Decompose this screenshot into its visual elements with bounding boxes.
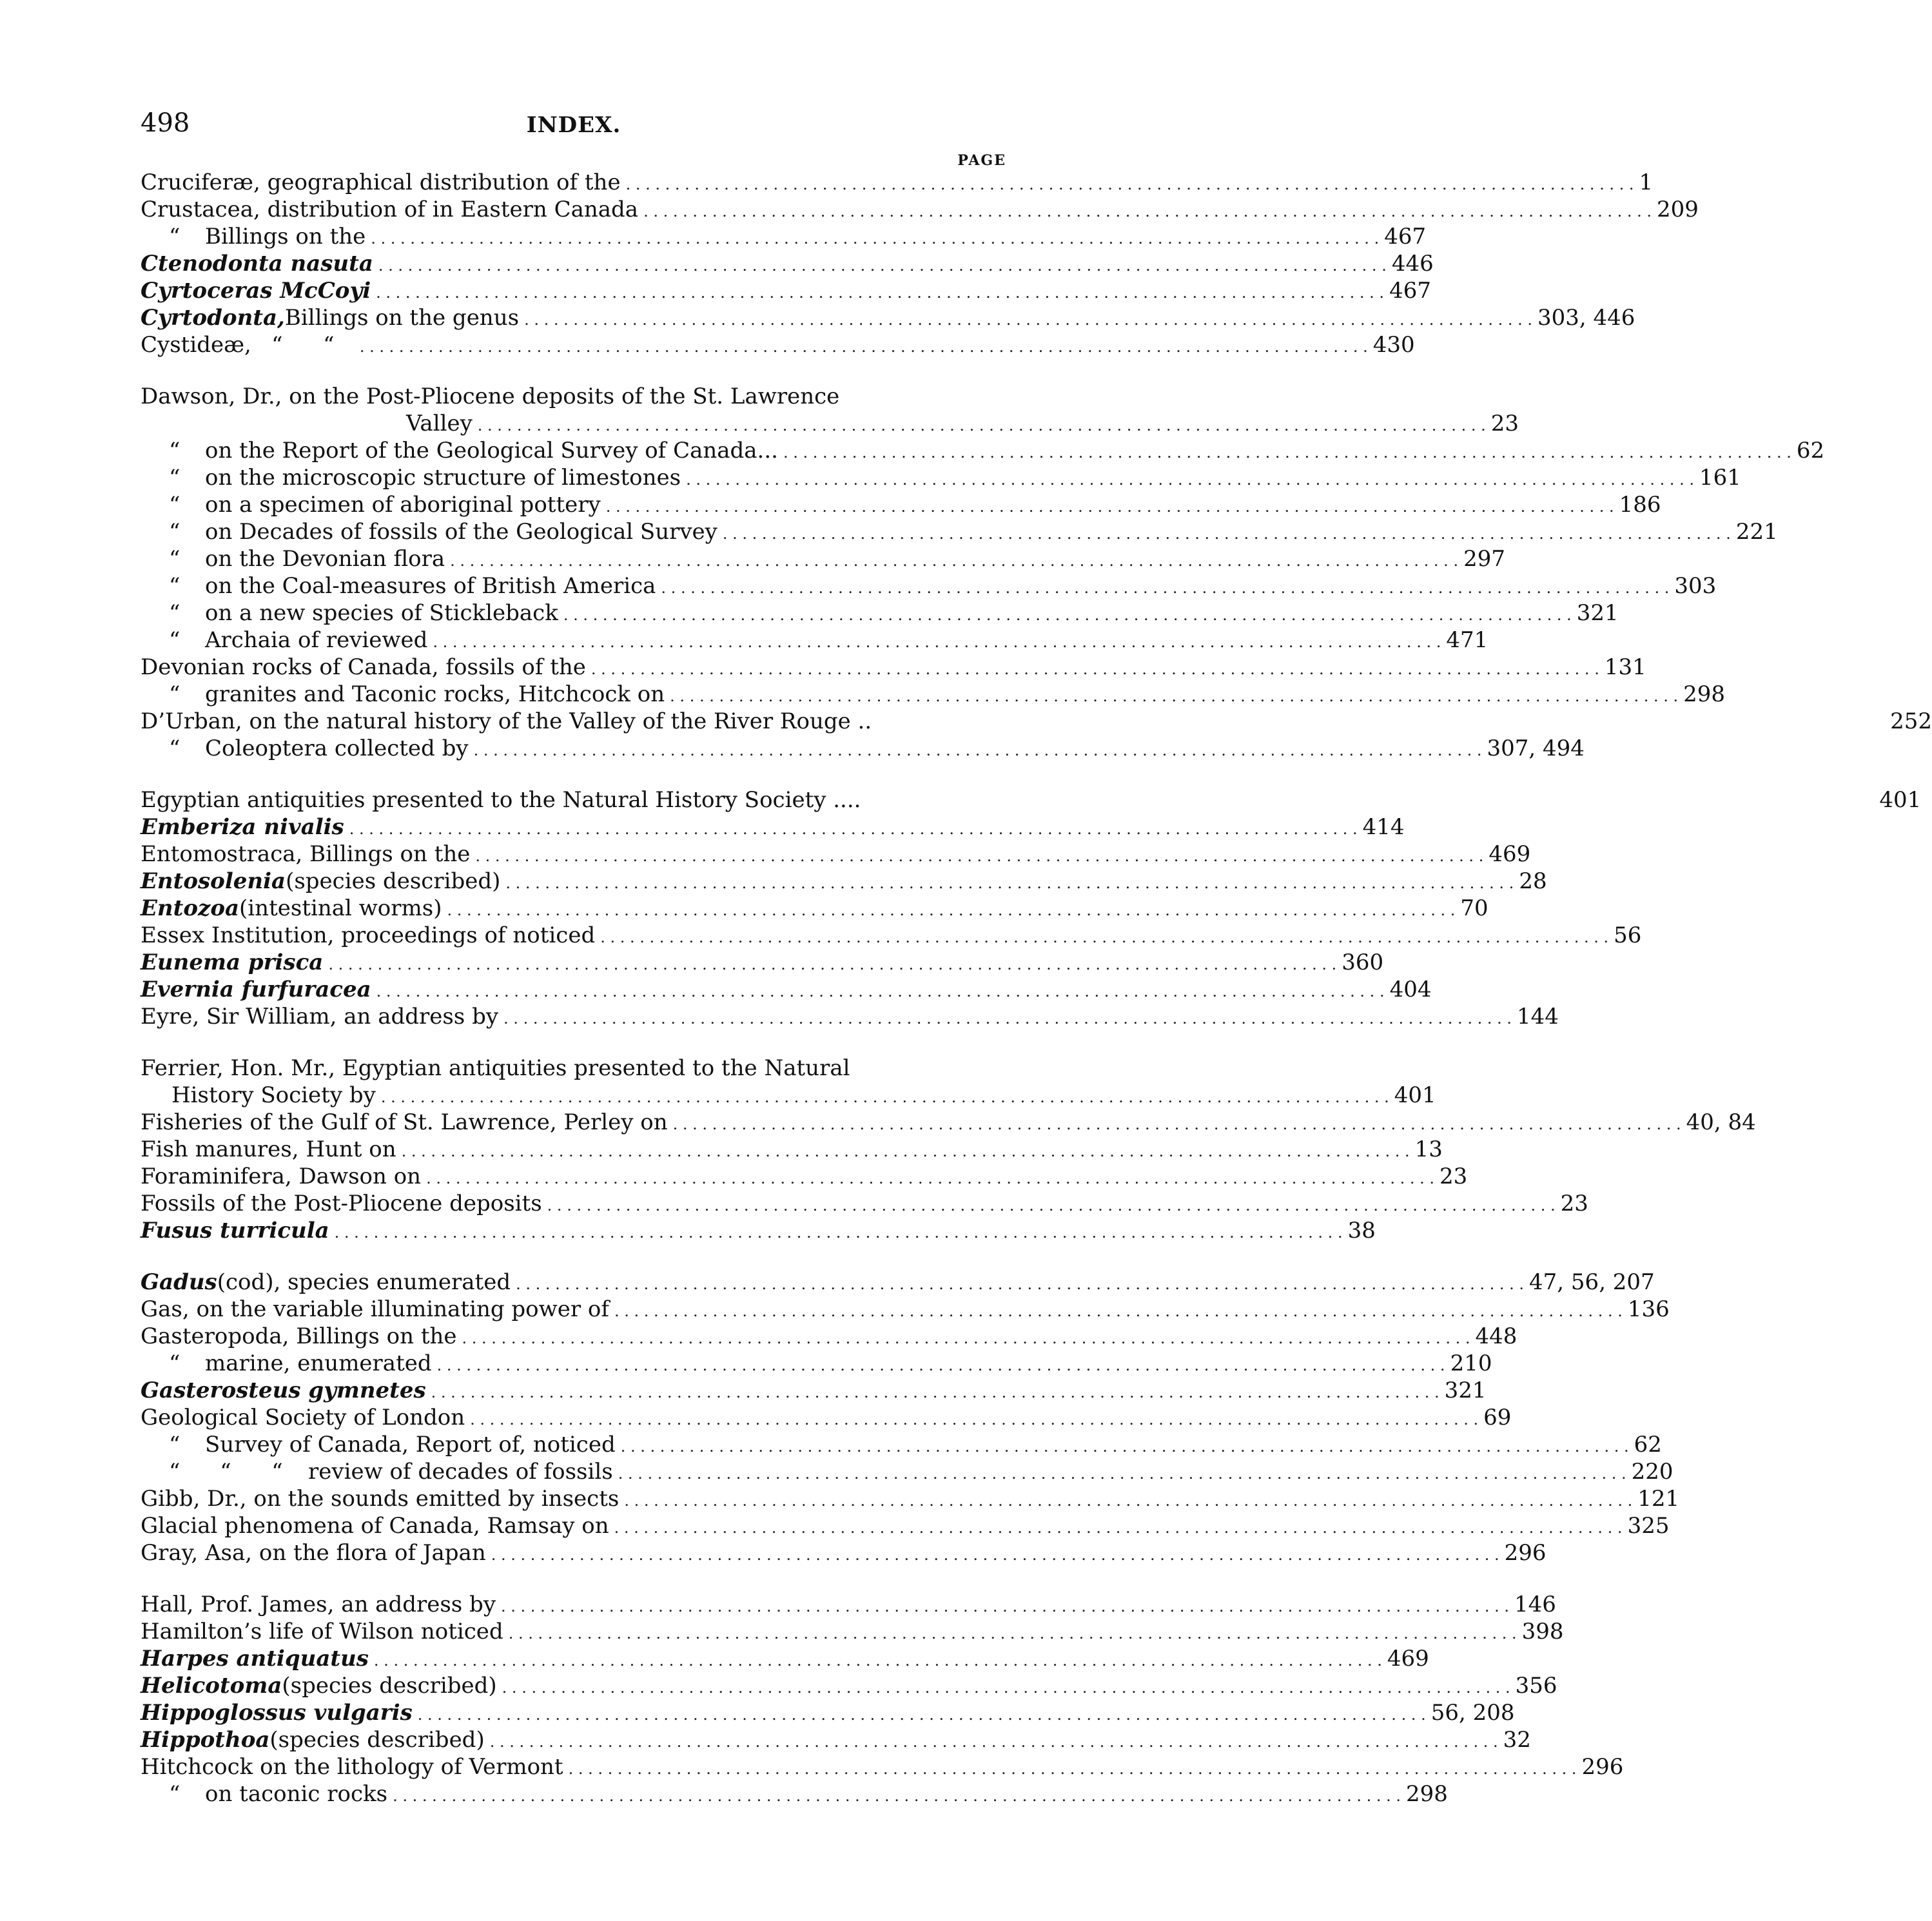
leader-dots bbox=[511, 1271, 1529, 1298]
page-reference: 136 bbox=[1627, 1296, 1670, 1322]
entry-text: Cruciferæ, geographical distribution of the bbox=[141, 170, 621, 195]
index-entry bbox=[141, 277, 1431, 304]
index-entry bbox=[141, 600, 1619, 627]
index-entry bbox=[141, 1699, 1515, 1726]
index-entry bbox=[141, 976, 1432, 1003]
index-entry bbox=[141, 735, 1585, 762]
running-title: INDEX. bbox=[526, 112, 621, 138]
page-reference: 307, 494 bbox=[1487, 736, 1585, 761]
entry-text: Crustacea, distribution of in Eastern Canada bbox=[141, 197, 639, 222]
leader-dots bbox=[457, 1325, 1476, 1352]
index-entry bbox=[141, 1458, 1673, 1485]
page-reference: 69 bbox=[1483, 1405, 1512, 1430]
page-reference: 298 bbox=[1683, 681, 1726, 707]
index-entry bbox=[141, 1431, 1662, 1458]
page-reference: 401 bbox=[1394, 1082, 1436, 1108]
index-entry bbox=[141, 383, 1007, 410]
index-group bbox=[141, 169, 1699, 358]
leader-dots bbox=[681, 466, 1699, 493]
index-entry bbox=[141, 250, 1434, 277]
leader-dots bbox=[344, 815, 1363, 843]
entry-text: Archaia of reviewed bbox=[205, 627, 428, 653]
index-entry bbox=[141, 1404, 1512, 1431]
index-entry bbox=[141, 331, 1415, 358]
entry-term-italic: Entosolenia bbox=[141, 868, 286, 894]
leader-dots bbox=[638, 198, 1657, 225]
leader-dots bbox=[387, 1782, 1406, 1809]
index-entry bbox=[141, 922, 1642, 949]
page-reference: 303, 446 bbox=[1537, 305, 1635, 331]
entry-text: (species described) bbox=[286, 868, 501, 894]
leader-dots bbox=[498, 1005, 1517, 1032]
index-entry bbox=[141, 1726, 1531, 1753]
entry-text: Hall, Prof. James, an address by bbox=[141, 1592, 496, 1617]
ditto-mark: “ bbox=[271, 1459, 283, 1485]
page-reference: 469 bbox=[1488, 841, 1531, 867]
index-entry bbox=[141, 1163, 1468, 1190]
index-group bbox=[141, 1055, 1756, 1244]
entry-text: review of decades of fossils bbox=[308, 1459, 613, 1485]
entry-text: D’Urban, on the natural history of the Valley of the River Rouge .. bbox=[141, 708, 872, 734]
entry-term-italic: Hippothoa bbox=[141, 1727, 270, 1753]
page-reference: 38 bbox=[1347, 1218, 1376, 1243]
index-entry bbox=[141, 437, 1825, 464]
leader-dots bbox=[376, 1084, 1394, 1111]
entry-term-italic: Ctenodonta nasuta bbox=[141, 251, 373, 277]
leader-dots bbox=[371, 279, 1389, 306]
entry-text: on the microscopic structure of limestones bbox=[205, 465, 681, 491]
ditto-mark: “ bbox=[169, 600, 181, 626]
leader-dots bbox=[609, 1514, 1628, 1541]
page-reference: 32 bbox=[1503, 1727, 1531, 1753]
ditto-mark: “ bbox=[169, 224, 181, 249]
page-number: 498 bbox=[141, 108, 190, 138]
leader-dots bbox=[396, 1138, 1415, 1165]
page-reference: 321 bbox=[1576, 600, 1619, 626]
entry-term-italic: Fusus turricula bbox=[141, 1218, 329, 1243]
leader-dots bbox=[442, 897, 1460, 924]
entry-text: Glacial phenomena of Canada, Ramsay on bbox=[141, 1513, 609, 1539]
leader-dots bbox=[563, 1755, 1582, 1782]
leader-dots bbox=[609, 1298, 1628, 1325]
page-reference: 321 bbox=[1444, 1378, 1487, 1403]
index-entry bbox=[141, 1269, 1655, 1296]
leader-dots bbox=[369, 1647, 1387, 1674]
index-entry bbox=[141, 1190, 1588, 1217]
entry-text: on the Coal-measures of British America bbox=[205, 573, 656, 599]
index-group bbox=[141, 1269, 1680, 1566]
index-entry bbox=[141, 654, 1646, 681]
entry-text: Survey of Canada, Report of, noticed bbox=[205, 1432, 616, 1458]
index-entry bbox=[141, 786, 1922, 814]
page-reference: 146 bbox=[1514, 1592, 1556, 1617]
page-reference: 469 bbox=[1387, 1646, 1429, 1672]
leader-dots bbox=[656, 574, 1674, 601]
leader-dots bbox=[329, 1219, 1348, 1246]
index-entry bbox=[141, 1539, 1547, 1566]
index-entry bbox=[141, 1780, 1448, 1808]
leader-dots bbox=[668, 1111, 1686, 1138]
index-entry bbox=[141, 1377, 1487, 1404]
ditto-mark: “ bbox=[169, 438, 181, 463]
entry-text: on the Devonian flora bbox=[205, 546, 445, 572]
leader-dots bbox=[558, 601, 1577, 629]
page-reference: 28 bbox=[1519, 868, 1547, 894]
index-entry bbox=[141, 491, 1661, 518]
index-entry bbox=[141, 1618, 1564, 1645]
entry-text: Valley bbox=[406, 411, 473, 436]
leader-dots bbox=[427, 629, 1446, 656]
index-entry bbox=[141, 518, 1778, 545]
entry-text: Foraminifera, Dawson on bbox=[141, 1164, 422, 1189]
entry-text: Devonian rocks of Canada, fossils of the bbox=[141, 654, 586, 680]
leader-dots bbox=[470, 843, 1488, 870]
leader-dots bbox=[542, 1192, 1561, 1219]
entry-text: marine, enumerated bbox=[205, 1351, 432, 1376]
page-reference: 446 bbox=[1391, 251, 1434, 277]
page-reference: 297 bbox=[1463, 546, 1505, 572]
ditto-mark: “ bbox=[169, 1432, 181, 1458]
leader-dots bbox=[601, 493, 1619, 520]
page-reference: 23 bbox=[1439, 1164, 1468, 1189]
page-reference: 23 bbox=[1560, 1191, 1588, 1216]
page-reference: 56, 208 bbox=[1430, 1700, 1515, 1726]
entry-text: (intestinal worms) bbox=[239, 895, 442, 921]
leader-dots bbox=[371, 978, 1390, 1005]
leader-dots bbox=[426, 1379, 1445, 1406]
page-reference: 467 bbox=[1384, 224, 1427, 249]
index-entry bbox=[141, 223, 1427, 250]
entry-text: on taconic rocks bbox=[205, 1781, 388, 1807]
index-group bbox=[141, 383, 1932, 762]
leader-dots bbox=[496, 1593, 1514, 1620]
index-group bbox=[141, 786, 1922, 1030]
index-entry bbox=[141, 1350, 1492, 1377]
page-reference: 62 bbox=[1634, 1432, 1662, 1458]
entry-text: (species described) bbox=[282, 1673, 497, 1699]
index-entry bbox=[141, 814, 1405, 841]
ditto-mark: “ bbox=[220, 1459, 231, 1485]
leader-dots bbox=[323, 951, 1342, 978]
entry-text: on a new species of Stickleback bbox=[205, 600, 558, 626]
entry-text: Egyptian antiquities presented to the Natural History Society .... bbox=[141, 787, 861, 813]
leader-dots bbox=[717, 520, 1736, 547]
index-entry bbox=[141, 1296, 1670, 1323]
ditto-mark: “ bbox=[169, 465, 181, 491]
entry-term-italic: Hippoglossus vulgaris bbox=[141, 1700, 413, 1726]
index-entry bbox=[141, 196, 1699, 223]
entry-text: Gibb, Dr., on the sounds emitted by insects bbox=[141, 1486, 620, 1512]
leader-dots bbox=[432, 1352, 1450, 1379]
index-entry bbox=[141, 1136, 1443, 1163]
page-reference: 298 bbox=[1406, 1781, 1448, 1807]
entry-text: Gasteropoda, Billings on the bbox=[141, 1323, 457, 1349]
leader-dots bbox=[586, 656, 1605, 683]
entry-text: granites and Taconic rocks, Hitchcock on bbox=[205, 681, 665, 707]
ditto-mark: “ bbox=[169, 546, 181, 572]
entry-text: Hitchcock on the lithology of Vermont bbox=[141, 1754, 563, 1780]
page-reference: 471 bbox=[1446, 627, 1488, 653]
index-entry bbox=[141, 545, 1505, 572]
index-entry bbox=[141, 464, 1741, 491]
page-reference: 210 bbox=[1450, 1351, 1492, 1376]
index-entry bbox=[141, 304, 1635, 331]
page-reference: 360 bbox=[1342, 950, 1384, 975]
page-reference: 144 bbox=[1516, 1004, 1559, 1029]
index-entry bbox=[141, 1323, 1517, 1350]
leader-dots bbox=[595, 924, 1614, 951]
ditto-mark: “ bbox=[271, 332, 283, 358]
entry-term-italic: Harpes antiquatus bbox=[141, 1646, 369, 1672]
page-reference: 414 bbox=[1362, 814, 1405, 840]
index-entry bbox=[141, 1645, 1429, 1672]
index-entry bbox=[141, 1217, 1376, 1244]
entry-term-italic: Eunema prisca bbox=[141, 950, 324, 975]
index-entry bbox=[141, 895, 1488, 922]
entry-text: on Decades of fossils of the Geological Survey bbox=[205, 519, 717, 545]
ditto-mark: “ bbox=[169, 1781, 181, 1807]
entry-term-italic: Gadus bbox=[141, 1269, 217, 1295]
page-reference: 131 bbox=[1604, 654, 1646, 680]
index-entries bbox=[141, 169, 1932, 1832]
entry-text: History Society by bbox=[171, 1082, 376, 1108]
ditto-mark: “ bbox=[169, 519, 181, 545]
leader-dots bbox=[613, 1460, 1632, 1487]
ditto-mark: “ bbox=[169, 573, 181, 599]
leader-dots bbox=[373, 252, 1392, 279]
index-entry bbox=[141, 1109, 1756, 1136]
entry-text: Gas, on the variable illuminating power of bbox=[141, 1296, 609, 1322]
index-entry bbox=[141, 627, 1488, 654]
index-entry bbox=[141, 949, 1384, 976]
page-column-label: PAGE bbox=[957, 152, 1006, 169]
entry-text: Geological Society of London bbox=[141, 1405, 465, 1430]
ditto-mark: “ bbox=[169, 1351, 181, 1376]
entry-text: Billings on the genus bbox=[284, 305, 520, 331]
entry-text: Entomostraca, Billings on the bbox=[141, 841, 471, 867]
leader-dots bbox=[497, 1674, 1516, 1701]
entry-text: Coleoptera collected by bbox=[205, 736, 469, 761]
page-reference: 13 bbox=[1414, 1136, 1443, 1162]
entry-text: Hamilton’s life of Wilson noticed bbox=[141, 1619, 503, 1644]
page-reference: 209 bbox=[1657, 197, 1699, 222]
page-reference: 401 bbox=[1879, 787, 1922, 813]
index-entry bbox=[141, 169, 1654, 196]
entry-text: on a specimen of aboriginal pottery bbox=[205, 492, 601, 518]
ditto-mark: “ bbox=[323, 332, 335, 358]
page-reference: 430 bbox=[1372, 332, 1415, 358]
index-entry bbox=[141, 1485, 1680, 1512]
ditto-mark: “ bbox=[169, 681, 181, 707]
leader-dots bbox=[465, 1406, 1483, 1433]
entry-text: Essex Institution, proceedings of noticed bbox=[141, 922, 596, 948]
leader-dots bbox=[503, 1620, 1522, 1647]
index-entry bbox=[141, 1082, 1436, 1109]
page-reference: 356 bbox=[1515, 1673, 1557, 1699]
entry-term-italic: Emberiza nivalis bbox=[141, 814, 344, 840]
entry-text: Fish manures, Hunt on bbox=[141, 1136, 396, 1162]
page-reference: 23 bbox=[1490, 411, 1519, 436]
page-header bbox=[141, 108, 1007, 147]
entry-term-italic: Cyrtoceras McCoyi bbox=[141, 278, 371, 304]
ditto-mark: “ bbox=[169, 627, 181, 653]
leader-dots bbox=[665, 683, 1683, 710]
page-reference: 296 bbox=[1504, 1540, 1547, 1566]
entry-text: Dawson, Dr., on the Post-Pliocene deposits of the St. Lawrence bbox=[141, 384, 840, 409]
index-group bbox=[141, 1591, 1624, 1808]
index-entry bbox=[141, 708, 1932, 735]
entry-text: (cod), species enumerated bbox=[217, 1269, 511, 1295]
page-reference: 303 bbox=[1674, 573, 1717, 599]
leader-dots bbox=[366, 225, 1384, 252]
ditto-mark: “ bbox=[169, 492, 181, 518]
entry-text: Gray, Asa, on the flora of Japan bbox=[141, 1540, 486, 1566]
page-reference: 47, 56, 207 bbox=[1529, 1269, 1655, 1295]
leader-dots bbox=[616, 1433, 1634, 1460]
page-reference: 40, 84 bbox=[1686, 1109, 1756, 1135]
ditto-mark: “ bbox=[169, 1459, 181, 1485]
index-entry bbox=[141, 1591, 1556, 1618]
leader-dots bbox=[486, 1541, 1505, 1568]
page-reference: 404 bbox=[1389, 977, 1432, 1002]
entry-text: Billings on the bbox=[205, 224, 366, 249]
index-entry bbox=[141, 1055, 1007, 1082]
entry-term-italic: Cyrtodonta, bbox=[141, 305, 285, 331]
page-reference: 70 bbox=[1460, 895, 1488, 921]
page-reference: 296 bbox=[1581, 1754, 1624, 1780]
entry-term-italic: Helicotoma bbox=[141, 1673, 282, 1699]
page-reference: 161 bbox=[1699, 465, 1741, 491]
page-reference: 325 bbox=[1627, 1513, 1670, 1539]
page-reference: 121 bbox=[1637, 1486, 1680, 1512]
index-entry bbox=[141, 1512, 1670, 1539]
index-entry bbox=[141, 572, 1717, 600]
leader-dots bbox=[619, 1487, 1637, 1514]
page-reference: 448 bbox=[1475, 1323, 1517, 1349]
leader-dots bbox=[413, 1701, 1431, 1728]
page-reference: 186 bbox=[1619, 492, 1661, 518]
leader-dots bbox=[355, 333, 1373, 360]
entry-term-italic: Evernia furfuracea bbox=[141, 977, 371, 1002]
page-reference: 56 bbox=[1614, 922, 1642, 948]
ditto-mark: “ bbox=[169, 736, 181, 761]
entry-text: on the Report of the Geological Survey of Canada... bbox=[205, 438, 778, 463]
leader-dots bbox=[778, 439, 1797, 466]
leader-dots bbox=[485, 1728, 1503, 1755]
page-reference: 1 bbox=[1639, 170, 1654, 195]
page-reference: 398 bbox=[1521, 1619, 1564, 1644]
entry-text: Fossils of the Post-Pliocene deposits bbox=[141, 1191, 542, 1216]
page-reference: 62 bbox=[1796, 438, 1825, 463]
entry-text: Fisheries of the Gulf of St. Lawrence, Perley on bbox=[141, 1109, 668, 1135]
index-entry bbox=[141, 1672, 1557, 1699]
leader-dots bbox=[519, 306, 1537, 333]
entry-term-italic: Gasterosteus gymnetes bbox=[141, 1378, 426, 1403]
page-reference: 252 bbox=[1890, 708, 1932, 734]
index-entry bbox=[141, 1753, 1624, 1780]
leader-dots bbox=[445, 547, 1463, 574]
entry-text: (species described) bbox=[269, 1727, 485, 1753]
entry-text: Eyre, Sir William, an address by bbox=[141, 1004, 499, 1029]
leader-dots bbox=[500, 870, 1519, 897]
page-reference: 221 bbox=[1735, 519, 1778, 545]
entry-text: Cystideæ, bbox=[141, 332, 251, 358]
index-entry bbox=[141, 841, 1531, 868]
leader-dots bbox=[621, 171, 1639, 198]
leader-dots bbox=[421, 1165, 1439, 1192]
index-entry bbox=[141, 1003, 1559, 1030]
leader-dots bbox=[469, 737, 1487, 764]
entry-text: Ferrier, Hon. Mr., Egyptian antiquities presented to the Natural bbox=[141, 1055, 850, 1081]
index-entry bbox=[141, 868, 1547, 895]
index-entry bbox=[141, 681, 1726, 708]
entry-term-italic: Entozoa bbox=[141, 895, 240, 921]
index-entry bbox=[141, 410, 1519, 437]
leader-dots bbox=[473, 412, 1491, 439]
page-reference: 467 bbox=[1389, 278, 1431, 304]
page-reference: 220 bbox=[1631, 1459, 1673, 1485]
